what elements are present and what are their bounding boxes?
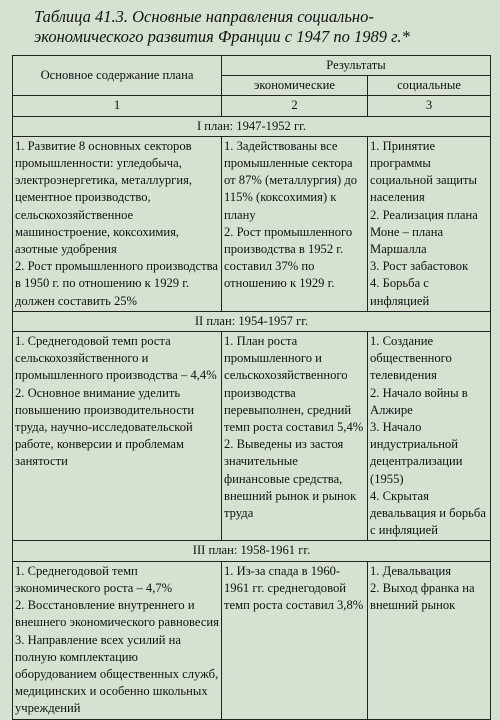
plan-2-social-item: 1. Создание общественного телевидения [370, 334, 452, 383]
caption-line-2: экономического развития Франции с 1947 по 1989 г.* [34, 27, 410, 46]
plan-1-economic-item: 1. Задействованы все промышленные сектора от 87% (металлургия) до 115% (коксохимия) к плану [224, 138, 358, 222]
plan-3-economic [222, 561, 368, 719]
table-caption [34, 7, 493, 47]
plan-2-content [13, 332, 222, 541]
header-social: социальные [368, 76, 491, 96]
plan-2-economic [222, 332, 368, 541]
plan-2-content-item: 2. Основное внимание уделить повышению производительности труда, научно-исследовательской работе, конверсии и проблемам занятости [15, 385, 195, 469]
column-number-3: 3 [368, 96, 491, 116]
plan-1-content-item: 1. Развитие 8 основных секторов промышленности: угледобыча, электроэнергетика, металлургия, цементное производство, сельскохозяйственное машиностроение, коксохимия, азотные удобрения [15, 138, 193, 257]
plan-1-title: I план: 1947-1952 гг. [13, 116, 491, 136]
plan-3-content-item: 1. Среднегодовой темп экономического роста – 4,7% [15, 563, 173, 595]
development-table [12, 55, 491, 720]
plan-3-social-item: 1. Девальвация [370, 563, 452, 578]
plan-2-title: II план: 1954-1957 гг. [13, 311, 491, 331]
plan-2-content-item: 1. Среднегодовой темп роста сельскохозяйственного и промышленного производства – 4,4% [15, 334, 217, 383]
plan-3-social [368, 561, 491, 719]
plan-1-social [368, 136, 491, 311]
plan-2-economic-item: 2. Выведены из застоя значительные финансовые средства, внешний рынок и рынок труда [224, 437, 357, 521]
caption-line-1: Таблица 41.3. Основные направления социально- [34, 7, 374, 26]
plan-1-content-item: 2. Рост промышленного производства в 1950 г. по отношению к 1929 г. должен составить 25% [15, 259, 219, 308]
column-number-2: 2 [222, 96, 368, 116]
plan-3-social-item: 2. Выход франка на внешний рынок [370, 580, 475, 613]
header-economic: экономические [222, 76, 368, 96]
plan-2-social [368, 332, 491, 541]
plan-3-content-item: 3. Направление всех усилий на полную комплектацию оборудованием общественных служб, медицинских и особенно школьных учреждений [15, 632, 219, 716]
column-number-1: 1 [13, 96, 222, 116]
plan-1-content [13, 136, 222, 311]
plan-1-social-item: 2. Реализация плана Моне – плана Маршалла [370, 207, 478, 257]
header-content: Основное содержание плана [13, 56, 222, 96]
plan-1-social-item: 1. Принятие программы социальной защиты населения [370, 138, 477, 205]
plan-3-economic-item: 1. Из-за спада в 1960-1961 гг. среднегодовой темп роста составил 3,8% [224, 563, 364, 613]
plan-3-title: III план: 1958-1961 гг. [13, 541, 491, 561]
plan-1-economic [222, 136, 368, 311]
plan-2-social-item: 4. Скрытая девальвация и борьба с инфляцией [370, 488, 486, 538]
plan-1-social-item: 4. Борьба с инфляцией [370, 276, 430, 308]
plan-3-content-item: 2. Восстановление внутреннего и внешнего экономического равновесия [15, 598, 219, 630]
plan-2-social-item: 2. Начало войны в Алжире [370, 385, 468, 417]
plan-1-social-item: 3. Рост забастовок [370, 259, 469, 274]
plan-3-content [13, 561, 222, 719]
plan-2-social-item: 3. Начало индустриальной децентрализации (1955) [370, 420, 463, 486]
header-results: Результаты [222, 56, 491, 76]
plan-2-economic-item: 1. План роста промышленного и сельскохозяйственного производства перевыполнен, средний темп роста составил 5,4% [224, 334, 364, 435]
plan-1-economic-item: 2. Рост промышленного производства в 1952 г. составил 37% по отношению к 1929 г. [224, 224, 353, 291]
